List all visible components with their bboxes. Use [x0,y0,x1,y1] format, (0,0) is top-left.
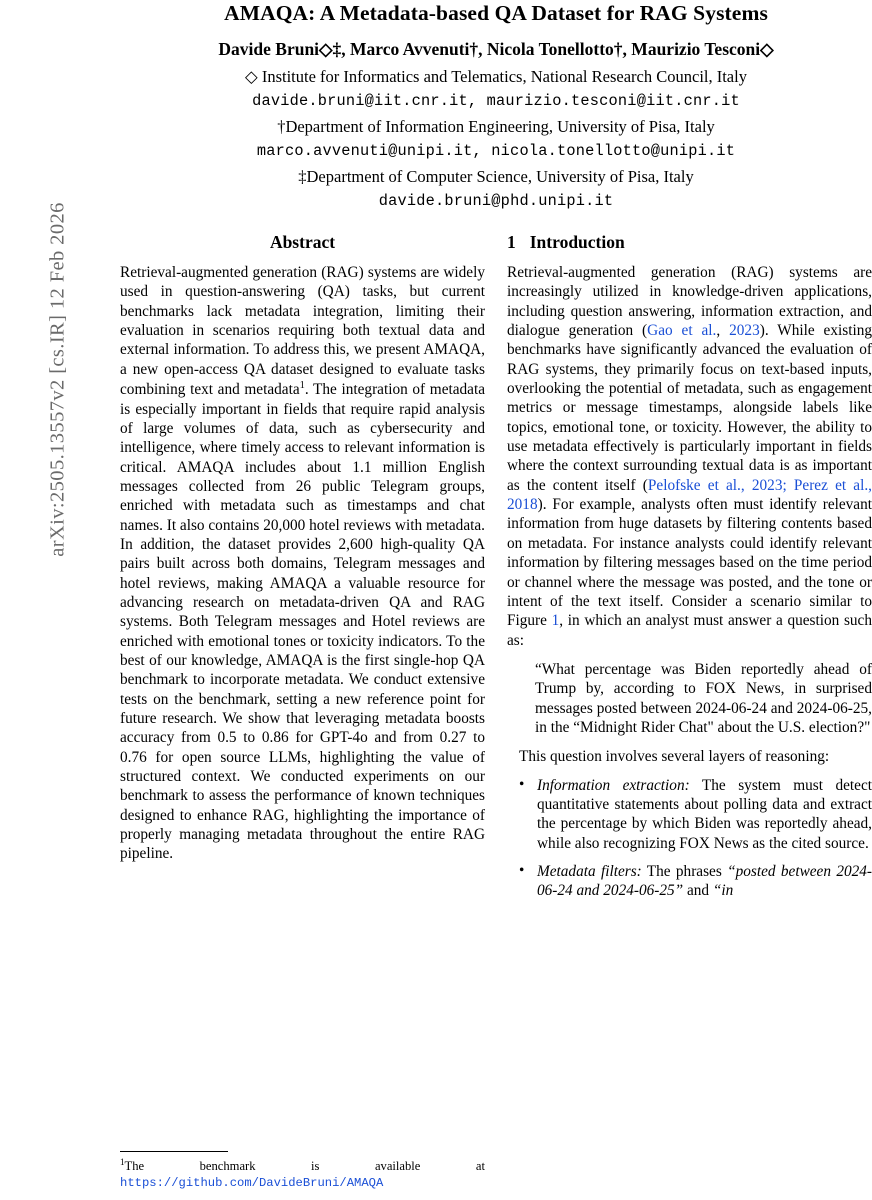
citation-gao[interactable]: Gao et al. [647,322,717,340]
footnote-text: The benchmark is available at [124,1159,485,1174]
bullet-2-italic-2: “in [712,882,734,900]
intro-paragraph-2: This question involves several layers of reasoning: [519,748,830,766]
intro-p1-d: , in which an analyst must answer a question such as: [507,612,872,649]
intro-p1-b: ). While existing benchmarks have significantly advanced the evaluation of RAG systems, they primarily focus on text-based inputs, overlooking the potential of metadata, such as engagement metrics or message timestamps, alongside labels like topics, emotional tone, or toxicity. However, the ability to use metadata effectively is particularly important in fields where the context surrounding textual data is as important as the content itself ( [507,322,872,494]
intro-p1-a: Retrieval-augmented generation (RAG) systems are increasingly utilized in knowledge-driven applications, including question answering, information extraction, and dialogue generation ( [507,264,872,340]
bullet-1-text: The system must detect quantitative statements about polling data and extract the percentage by which Biden was reportedly ahead, while also recognizing FOX News as the cited source. [537,776,872,852]
abstract-text [120,263,485,864]
citation-gao-year[interactable]: 2023 [729,322,760,340]
reasoning-layers-list [507,776,872,901]
two-column-body [120,232,872,1200]
bullet-2-plain: and [683,882,713,900]
affiliation-2: †Department of Information Engineering, University of Pisa, Italy [277,117,715,136]
citation-pelofske-perez[interactable]: Pelofske et al., 2023; Perez et al., 2018 [507,476,872,514]
bullet-1-label: Information extraction: [537,776,690,794]
page-title: AMAQA: A Metadata-based QA Dataset for RAG Systems [224,1,768,25]
footnote-1 [120,1157,485,1192]
figure-reference[interactable]: 1 [551,612,560,630]
affiliation-1: ◇ Institute for Informatics and Telematics, National Research Council, Italy [245,67,747,86]
abstract-text-part2: . The integration of metadata is especially important in fields that require rapid analysis of large volumes of data, such as cybersecurity and intelligence, where timely access to relevant information is critical. AMAQA includes about 1.1 million English messages collected from 26 public Telegram groups, enriched with metadata such as timestamps and chat names. It also contains 20,000 hotel reviews with metadata. In addition, the dataset provides 2,600 high-quality QA pairs built across both domains, Telegram messages and hotel reviews, making AMAQA a valuable resource for advancing research on metadata-driven QA and RAG systems. Both Telegram messages and Hotel reviews are enriched with emotional tones or toxicity indicators. To the best of our knowledge, AMAQA is the first single-hop QA benchmark to incorporate metadata. We conduct extensive tests on the benchmark, setting a new reference point for future research. We show that leveraging metadata boosts accuracy from 0.5 to 0.86 for GPT-4o and from 0.27 to 0.76 for open source LLMs, highlighting the value of structured context. We conducted experiments on our benchmark to assess the performance of known techniques designed to enhance RAG, highlighting the importance of properly managing metadata throughout the entire RAG pipeline. [120,381,485,863]
left-column [120,232,485,1200]
bullet-2-label: Metadata filters: [537,862,642,880]
intro-paragraph-1: Retrieval-augmented generation (RAG) systems are increasingly utilized in knowledge-driven applications, including question answering, information extraction, and dialogue generation (Gao et al., 2023). While existing benchmarks have significantly advanced the evaluation of RAG systems, they primarily focus on text-based inputs, overlooking the potential of metadata, such as engagement metrics or message timestamps, alongside labels like topics, emotional tone, or toxicity. However, the ability to use metadata effectively is particularly important in fields where the context surrounding textual data is as important as the content itself (Pelofske et al., 2023; Perez et al., 2018). For example, analysts often must identify relevant information from huge datasets by filtering contents based on metadata. For instance analysts could identify relevant information by filtering messages based on the time period or channel where the message was posted, and the tone or intent of the text itself. Consider a scenario similar to Figure 1, in which an analyst must answer a question such as: [507,264,872,649]
emails-2: marco.avvenuti@unipi.it, nicola.tonellotto@unipi.it [256,142,736,160]
list-item [527,776,872,853]
abstract-heading: Abstract [269,232,336,252]
author-list: Davide Bruni◇‡, Marco Avvenuti†, Nicola Tonellotto†, Maurizio Tesconi◇ [218,39,774,59]
section-title: Introduction [529,232,625,252]
footnote-marker: 1 [120,1157,125,1168]
bullet-2-italic-1: “posted between 2024-06-24 and 2024-06-25” [537,862,872,900]
list-item [527,862,872,901]
right-column [507,232,872,1200]
example-question-quote: “What percentage was Biden reportedly ahead of Trump by, according to FOX News, in surprised messages posted between 2024-06-24 and 2024-06-25, in the “Midnight Rider Chat" about the U.S. election?" [535,660,872,736]
section-number: 1 [507,232,516,252]
section-heading-introduction [507,232,872,253]
footnote-link[interactable]: https://github.com/DavideBruni/AMAQA [120,1176,384,1191]
footnote-rule [120,1151,228,1152]
abstract-footnote-marker: 1 [299,380,305,392]
paper-content [120,0,872,1200]
bullet-2-text: The phrases [641,862,728,880]
emails-1: davide.bruni@iit.cnr.it, maurizio.tesconi@iit.cnr.it [252,92,740,110]
abstract-text-part1: Retrieval-augmented generation (RAG) systems are widely used in question-answering (QA) tasks, but current benchmarks lack metadata integration, limiting their evaluation in scenarios requiring both textual data and external information. To address this, we present AMAQA, a new open-access QA dataset designed to evaluate tasks combining text and metadata [120,264,485,399]
emails-3: davide.bruni@phd.unipi.it [378,192,614,210]
affiliation-3: ‡Department of Computer Science, University of Pisa, Italy [298,167,694,186]
arxiv-stamp: arXiv:2505.13557v2 [cs.IR] 12 Feb 2026 [46,202,69,557]
intro-p1-c: ). For example, analysts often must identify relevant information from huge datasets by filtering contents based on metadata. For instance analysts could identify relevant information by filtering messages based on the time period or channel where the message was posted, and the tone or intent of the text itself. Consider a scenario similar to Figure [507,496,872,630]
footnote-area [120,1151,485,1192]
